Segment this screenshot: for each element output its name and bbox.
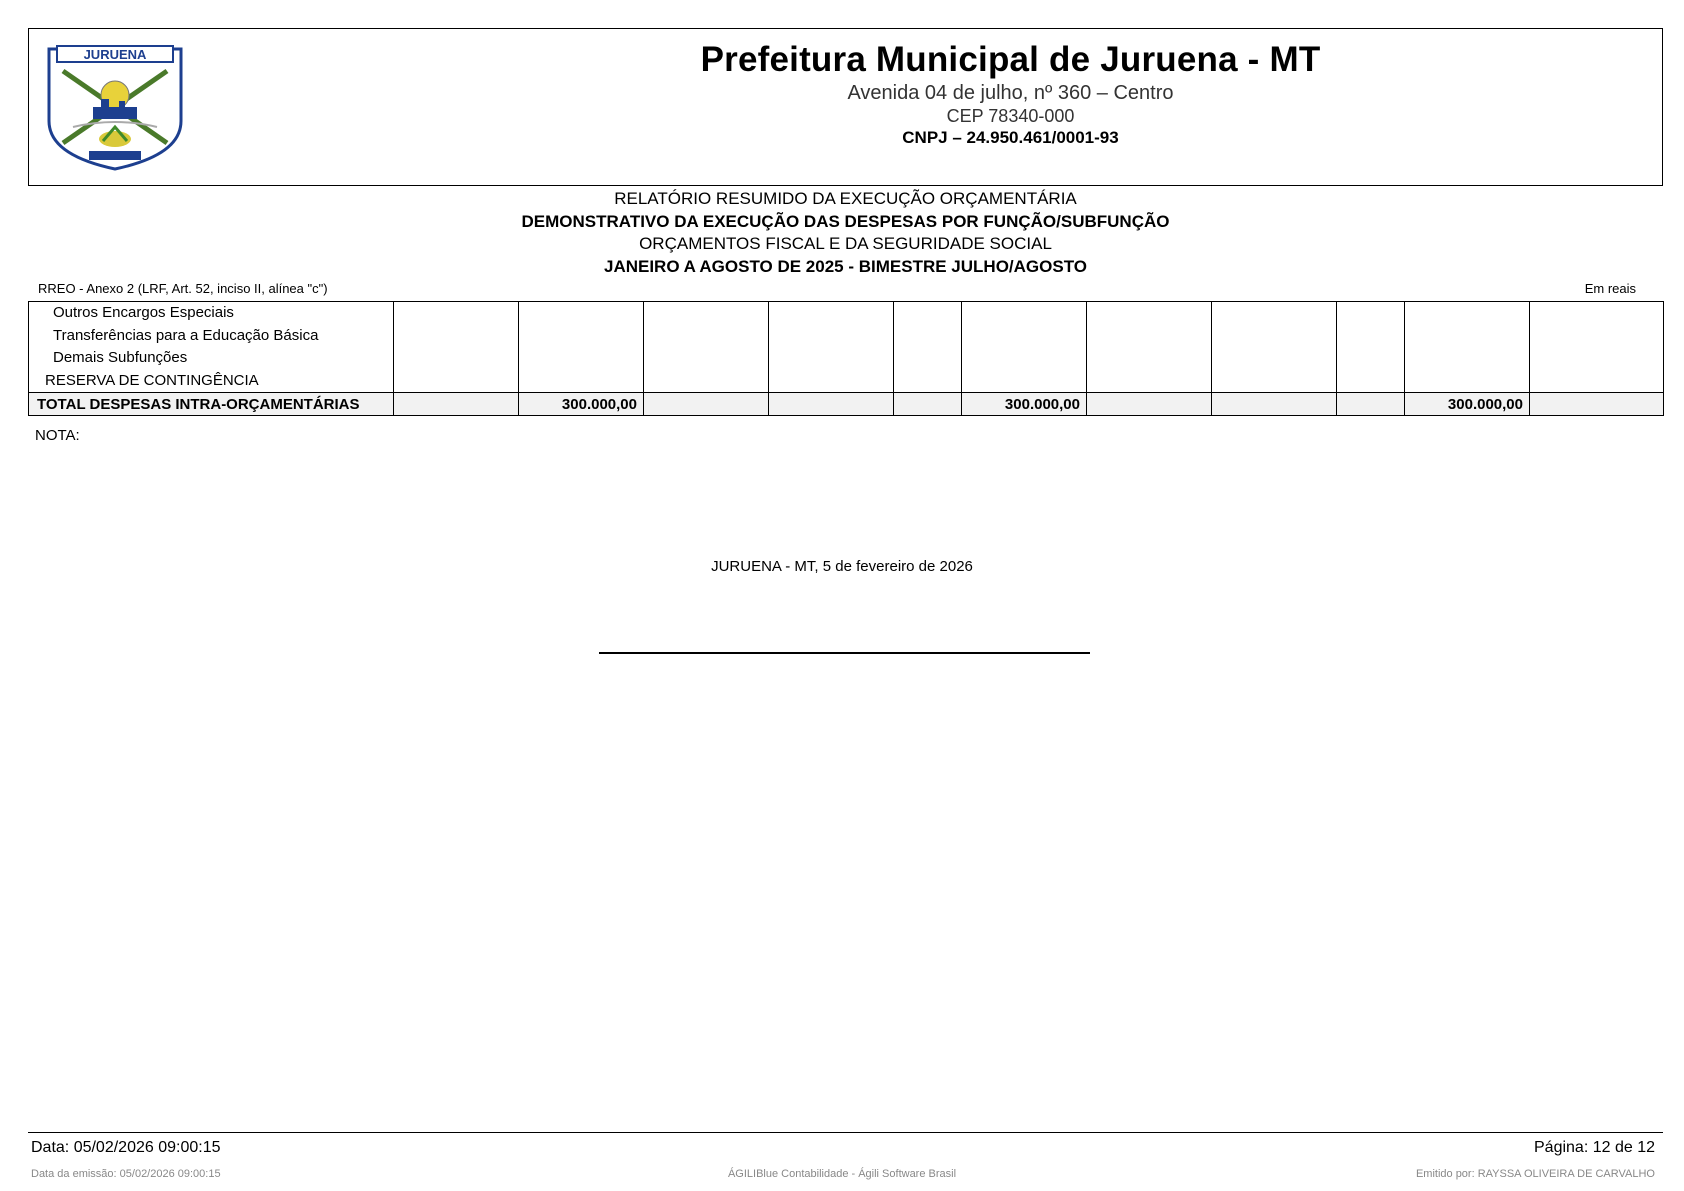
letterhead (28, 28, 1663, 186)
total-row (29, 393, 1664, 416)
table-cell (1530, 302, 1664, 393)
table-cell (769, 302, 894, 393)
table-cell (962, 302, 1087, 393)
place-date: JURUENA - MT, 5 de fevereiro de 2026 (711, 558, 973, 575)
signature-line (599, 652, 1090, 654)
cnpj: CNPJ – 24.950.461/0001-93 (902, 128, 1119, 147)
annex-reference: RREO - Anexo 2 (LRF, Art. 52, inciso II, alínea "c") (38, 281, 328, 296)
total-value: 300.000,00 (1405, 393, 1530, 416)
cep: CEP 78340-000 (946, 106, 1075, 126)
total-value: 300.000,00 (962, 393, 1087, 416)
table-cell (519, 302, 644, 393)
table-row-label: RESERVA DE CONTINGÊNCIA (45, 371, 259, 389)
table-row-label: Outros Encargos Especiais (53, 304, 234, 321)
expense-table (28, 301, 1664, 416)
table-cell (1337, 302, 1405, 393)
total-cell (769, 393, 894, 416)
address: Avenida 04 de julho, nº 360 – Centro (847, 82, 1174, 104)
page-number: Página: 12 de 12 (1534, 1139, 1655, 1156)
report-titles (28, 188, 1663, 278)
report-line-2: DEMONSTRATIVO DA EXECUÇÃO DAS DESPESAS POR FUNÇÃO/SUBFUNÇÃO (521, 211, 1170, 231)
footer-divider (28, 1132, 1663, 1133)
report-line-4: JANEIRO A AGOSTO DE 2025 - BIMESTRE JULHO/AGOSTO (603, 256, 1087, 276)
note-label: NOTA: (35, 427, 80, 444)
table-cell (1212, 302, 1337, 393)
total-label: TOTAL DESPESAS INTRA-ORÇAMENTÁRIAS (29, 393, 394, 416)
svg-text:JURUENA: JURUENA (83, 47, 147, 62)
table-cell (894, 302, 962, 393)
table-row-label: Transferências para a Educação Básica (53, 326, 319, 344)
table-cell (644, 302, 769, 393)
table-cell (1405, 302, 1530, 393)
total-cell (1337, 393, 1405, 416)
total-cell (1087, 393, 1212, 416)
total-cell (894, 393, 962, 416)
letterhead-text (359, 39, 1662, 149)
table-cell (1087, 302, 1212, 393)
footer-date: Data: 05/02/2026 09:00:15 (31, 1139, 221, 1156)
software-credit: ÁGILIBlue Contabilidade - Ágili Software Brasil (727, 1168, 957, 1180)
total-cell (644, 393, 769, 416)
total-cell (394, 393, 519, 416)
table-row-label: Demais Subfunções (53, 349, 188, 366)
emission-date: Data da emissão: 05/02/2026 09:00:15 (31, 1168, 221, 1180)
total-value: 300.000,00 (519, 393, 644, 416)
report-line-3: ORÇAMENTOS FISCAL E DA SEGURIDADE SOCIAL (639, 234, 1052, 253)
total-cell (1212, 393, 1337, 416)
table-body-row (29, 302, 1664, 393)
issuer: Emitido por: RAYSSA OLIVEIRA DE CARVALHO (1415, 1168, 1655, 1180)
municipal-crest-icon (43, 43, 187, 173)
report-line-1: RELATÓRIO RESUMIDO DA EXECUÇÃO ORÇAMENTÁRIA (614, 189, 1077, 208)
row-labels-cell (29, 302, 394, 393)
table-cell (394, 302, 519, 393)
total-cell (1530, 393, 1664, 416)
unit-label: Em reais (1584, 281, 1636, 296)
municipality-title: Prefeitura Municipal de Juruena - MT (700, 40, 1321, 79)
